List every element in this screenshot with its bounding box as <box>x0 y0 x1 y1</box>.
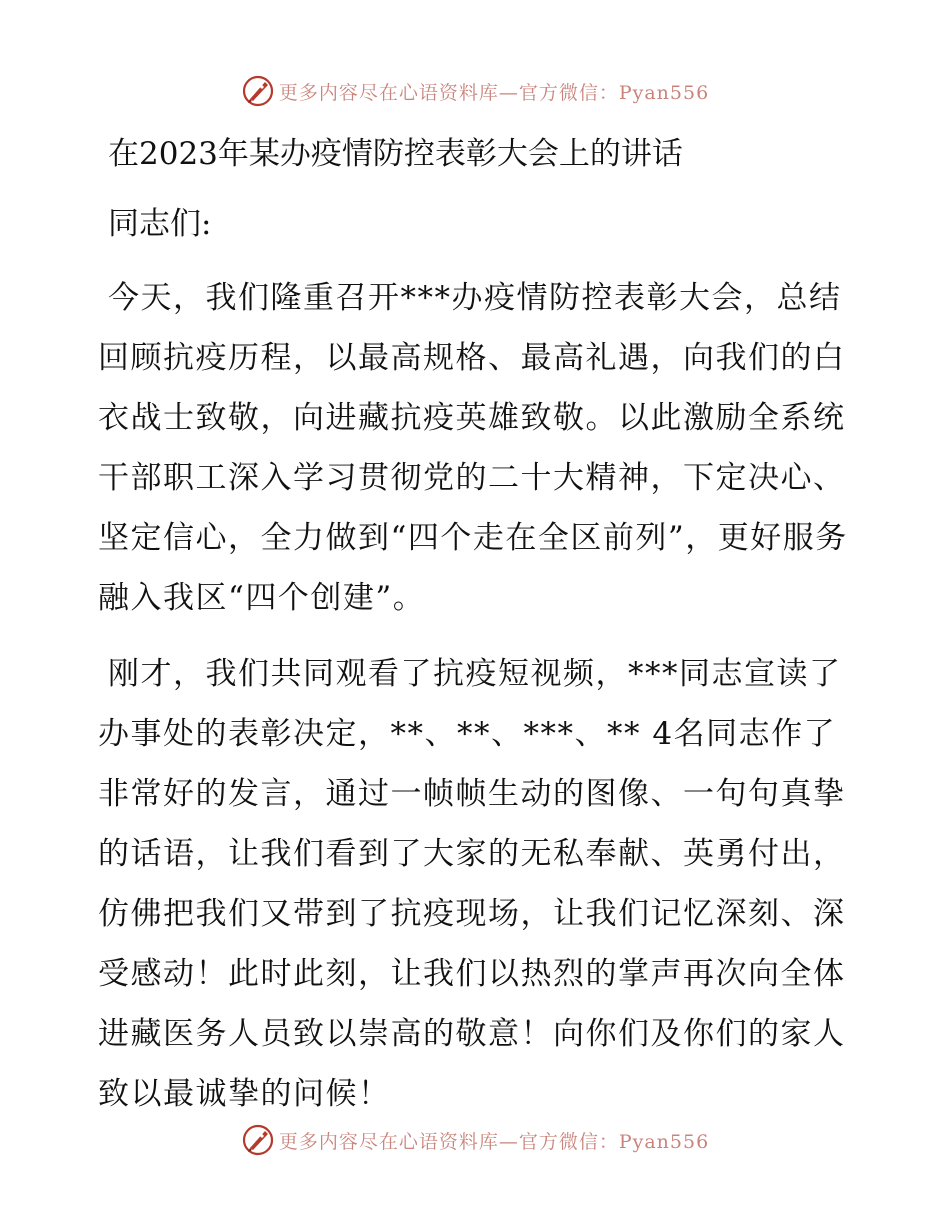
header-banner-text: 更多内容尽在心语资料库—官方微信：Pyan556 <box>278 81 710 104</box>
quill-pen-logo-icon <box>241 74 275 108</box>
document-body <box>98 124 858 1124</box>
footer-banner <box>0 1120 950 1160</box>
footer-banner-text: 更多内容尽在心语资料库—官方微信：Pyan556 <box>278 1130 710 1153</box>
document-title: 在2023年某办疫情防控表彰大会上的讲话 <box>108 136 683 172</box>
paragraph: 今天，我们隆重召开***办疫情防控表彰大会，总结回顾抗疫历程，以最高规格、最高礼遇，向我们的白衣战士致敬，向进藏抗疫英雄致敬。以此激励全系统干部职工深入学习贯彻党的二十大精神，下定决心、坚定信心，全力做到“四个走在全区前列”，更好服务融入我区“四个创建”。 <box>98 280 848 616</box>
quill-pen-logo-icon <box>241 1123 275 1157</box>
header-banner <box>0 71 950 111</box>
paragraph: 刚才，我们共同观看了抗疫短视频，***同志宣读了办事处的表彰决定，**、**、***、** 4名同志作了非常好的发言，通过一帧帧生动的图像、一句句真挚的话语，让我们看到了大家的无私奉献、英勇付出，仿佛把我们又带到了抗疫现场，让我们记忆深刻、深受感动！此时此刻，让我们以热烈的掌声再次向全体进藏医务人员致以崇高的敬意！向你们及你们的家人致以最诚挚的问候！ <box>98 656 846 1112</box>
greeting: 同志们: <box>108 206 212 242</box>
